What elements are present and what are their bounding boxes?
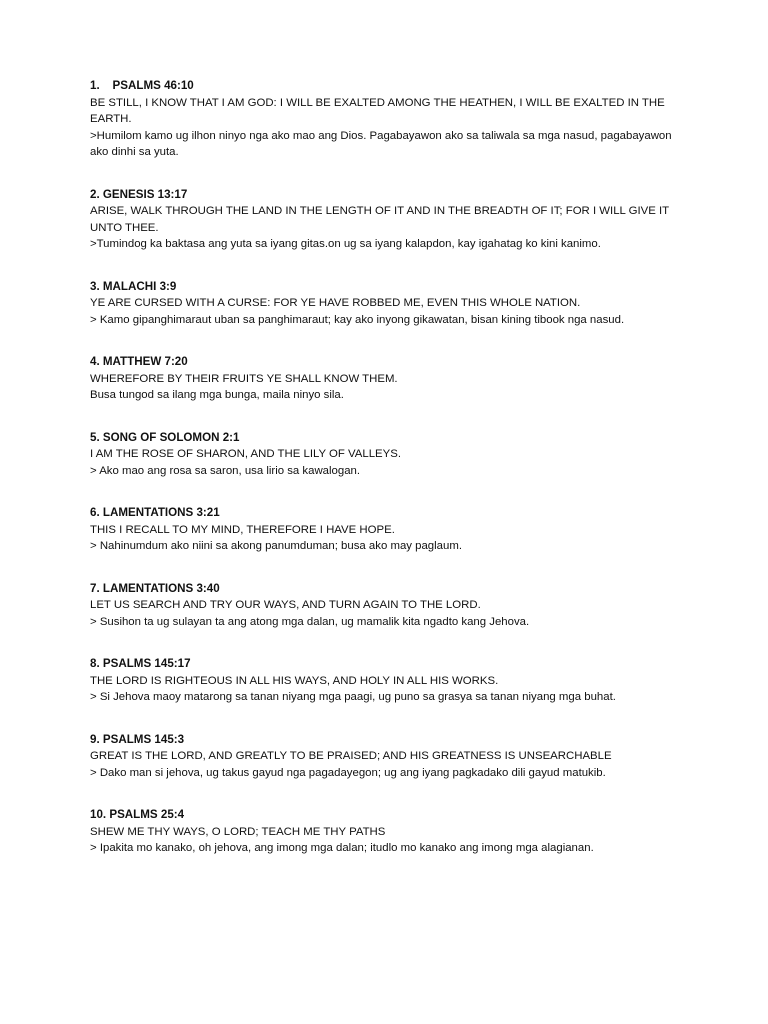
verse-entry-6 — [90, 505, 690, 555]
verse-entry-5 — [90, 430, 690, 480]
verse-cebuano: > Kamo gipanghimaraut uban sa panghimaraut; kay ako inyong gikawatan, bisan kining tibook nga nasud. — [90, 313, 625, 326]
verse-english: THE LORD IS RIGHTEOUS IN ALL HIS WAYS, AND HOLY IN ALL HIS WORKS. — [90, 674, 499, 687]
verse-reference: 2. GENESIS 13:17 — [90, 187, 188, 201]
verse-entry-2 — [90, 187, 690, 253]
verse-english: I AM THE ROSE OF SHARON, AND THE LILY OF VALLEYS. — [90, 448, 402, 460]
verse-cebuano: > Si Jehova maoy matarong sa tanan niyang mga paagi, ug puno sa grasya sa tanan niyang mga buhat. — [90, 691, 616, 703]
verse-reference: 1. PSALMS 46:10 — [90, 79, 194, 92]
verse-english: WHEREFORE BY THEIR FRUITS YE SHALL KNOW THEM. — [90, 372, 398, 385]
verse-reference: 9. PSALMS 145:3 — [90, 732, 185, 746]
verse-reference: 6. LAMENTATIONS 3:21 — [90, 506, 220, 519]
verse-cebuano: >Tumindog ka baktasa ang yuta sa iyang gitas.on ug sa iyang kalapdon, kay igahatag ko kini kanimo. — [90, 238, 601, 250]
verse-cebuano: > Dako man si jehova, ug takus gayud nga pagadayegon; ug ang iyang pagkadako dili gayud matukib. — [90, 766, 606, 779]
verse-cebuano: >Humilom kamo ug ilhon ninyo nga ako mao ang Dios. Pagabayawon ako sa taliwala sa mga nasud, pagabayawon ako dinhi sa yuta. — [90, 129, 672, 158]
verse-entry-10 — [90, 807, 690, 857]
verse-entry-8 — [90, 656, 690, 706]
verse-english: YE ARE CURSED WITH A CURSE: FOR YE HAVE ROBBED ME, EVEN THIS WHOLE NATION. — [90, 297, 581, 309]
verse-entry-1 — [90, 78, 690, 161]
verse-reference: 5. SONG OF SOLOMON 2:1 — [90, 430, 240, 444]
verse-entry-4 — [90, 354, 690, 404]
verse-entry-7 — [90, 581, 690, 631]
verse-reference: 7. LAMENTATIONS 3:40 — [90, 581, 220, 595]
document-page — [90, 78, 690, 883]
verse-cebuano: > Nahinumdum ako niini sa akong panumduman; busa ako may paglaum. — [90, 540, 462, 552]
verse-cebuano: > Ipakita mo kanako, oh jehova, ang imong mga dalan; itudlo mo kanako ang imong mga alagianan. — [90, 842, 594, 854]
verse-cebuano: > Ako mao ang rosa sa saron, usa lirio sa kawalogan. — [90, 464, 361, 477]
verse-english: GREAT IS THE LORD, AND GREATLY TO BE PRAISED; AND HIS GREATNESS IS UNSEARCHABLE — [90, 750, 612, 762]
verse-english: LET US SEARCH AND TRY OUR WAYS, AND TURN AGAIN TO THE LORD. — [90, 599, 481, 611]
verse-english: SHEW ME THY WAYS, O LORD; TEACH ME THY PATHS — [90, 825, 386, 838]
verse-cebuano: > Susihon ta ug sulayan ta ang atong mga dalan, ug mamalik kita ngadto kang Jehova. — [90, 615, 530, 628]
verse-reference: 8. PSALMS 145:17 — [90, 657, 191, 670]
verse-entry-9 — [90, 732, 690, 782]
verse-english: BE STILL, I KNOW THAT I AM GOD: I WILL BE EXALTED AMONG THE HEATHEN, I WILL BE EXALTED IN THE EARTH. — [90, 96, 665, 125]
verse-reference: 4. MATTHEW 7:20 — [90, 355, 188, 368]
verse-english: THIS I RECALL TO MY MIND, THEREFORE I HAVE HOPE. — [90, 523, 395, 536]
verse-cebuano: Busa tungod sa ilang mga bunga, maila ninyo sila. — [90, 389, 344, 401]
verse-entry-3 — [90, 279, 690, 329]
verse-reference: 10. PSALMS 25:4 — [90, 808, 185, 821]
verse-reference: 3. MALACHI 3:9 — [90, 279, 177, 293]
verse-english: ARISE, WALK THROUGH THE LAND IN THE LENGTH OF IT AND IN THE BREADTH OF IT; FOR I WILL GIVE IT UNTO THEE. — [90, 205, 669, 234]
